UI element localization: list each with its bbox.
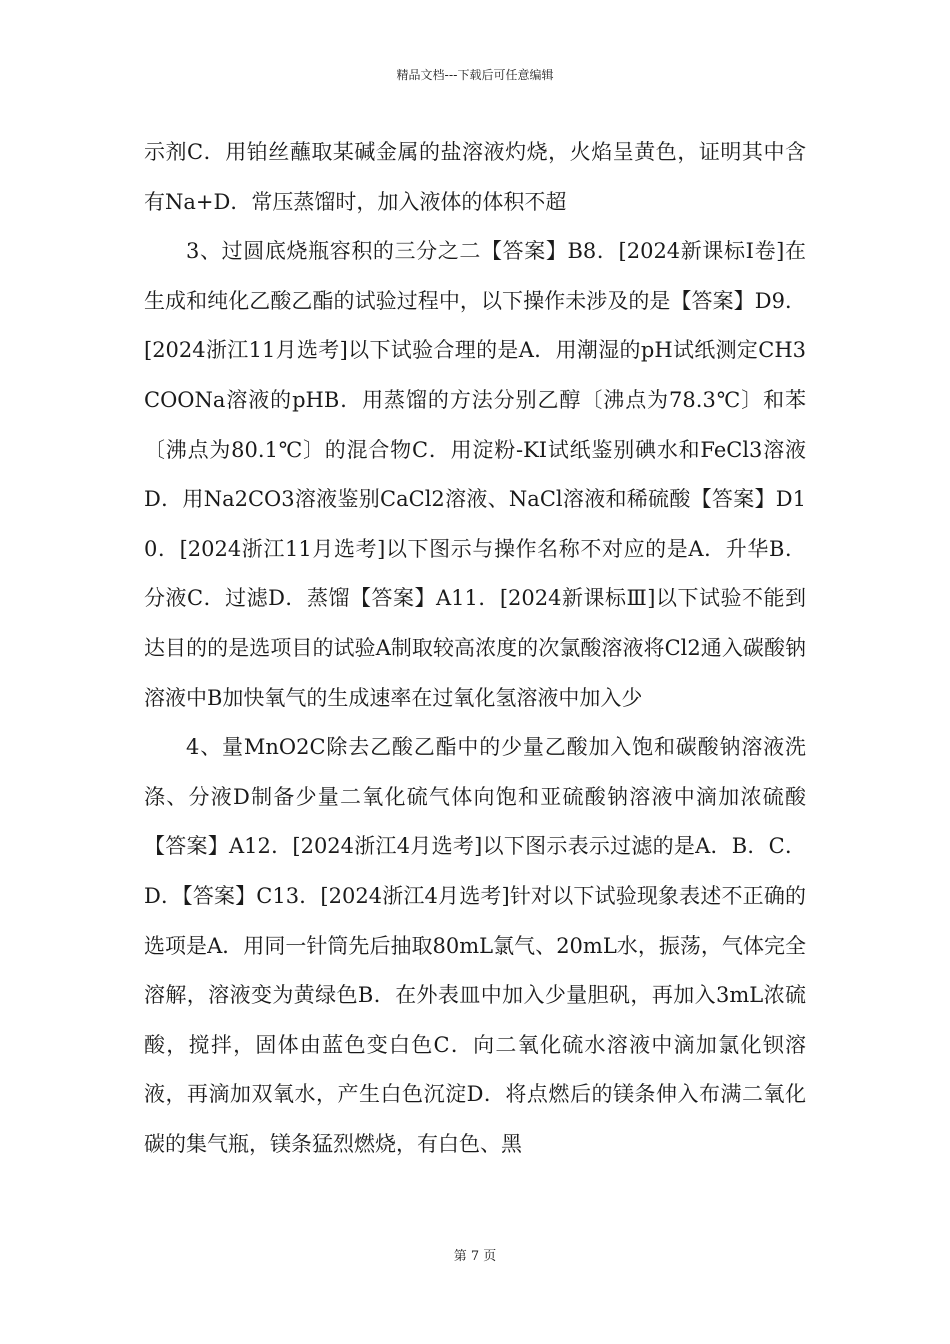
page-header: 精品文档---下载后可任意编辑	[396, 68, 554, 82]
paragraph-1: 示剂C．用铂丝蘸取某碱金属的盐溶液灼烧，火焰呈黄色，证明其中含有Na+D．常压蒸馏时，加入液体的体积不超	[144, 140, 806, 214]
paragraph-2: 3、过圆底烧瓶容积的三分之二【答案】B8．[2024新课标Ⅰ卷]在生成和纯化乙酸乙酯的试验过程中，以下操作未涉及的是【答案】D9．[2024浙江11月选考]以下试验合理的是A．用潮湿的pH试纸测定CH3COONa溶液的pHB．用蒸馏的方法分别乙醇〔沸点为78.3℃〕和苯〔沸点为80.1℃〕的混合物C．用淀粉-KI试纸鉴别碘水和FeCl3溶液D．用Na2CO3溶液鉴别CaCl2溶液、NaCl溶液和稀硫酸【答案】D10．[2024浙江11月选考]以下图示与操作名称不对应的是A．升华B．分液C．过滤D．蒸馏【答案】A11．[2024新课标Ⅲ]以下试验不能到达目的的是选项目的试验A制取较高浓度的次氯酸溶液将Cl2通入碳酸钠溶液中B加快氧气的生成速率在过氧化氢溶液中加入少	[144, 239, 806, 710]
document-body	[144, 128, 806, 1169]
paragraph-3: 4、量MnO2C除去乙酸乙酯中的少量乙酸加入饱和碳酸钠溶液洗涤、分液D制备少量二氧化硫气体向饱和亚硫酸钠溶液中滴加浓硫酸【答案】A12．[2024浙江4月选考]以下图示表示过滤的是A．B．C．D．【答案】C13．[2024浙江4月选考]针对以下试验现象表述不正确的选项是A．用同一针筒先后抽取80mL氯气、20mL水，振荡，气体完全溶解，溶液变为黄绿色B．在外表皿中加入少量胆矾，再加入3mL浓硫酸，搅拌，固体由蓝色变白色C．向二氧化硫水溶液中滴加氯化钡溶液，再滴加双氧水，产生白色沉淀D．将点燃后的镁条伸入布满二氧化碳的集气瓶，镁条猛烈燃烧，有白色、黑	[144, 735, 806, 1156]
page-number: 第 7 页	[453, 1249, 497, 1264]
